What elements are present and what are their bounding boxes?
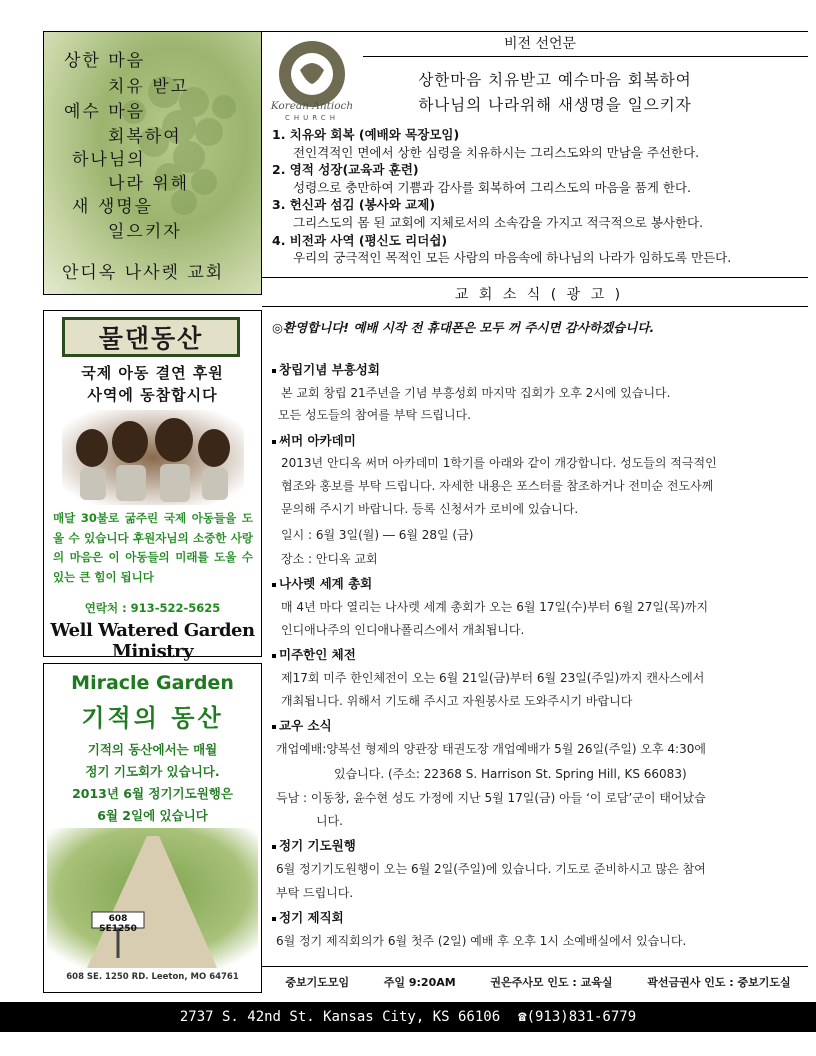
logo-sub: CHURCH [285, 114, 339, 122]
welcome-message: ◎환영합니다! 예배 시작 전 휴대폰은 모두 꺼 주시면 감사하겠습니다. [272, 320, 655, 335]
news-line: 6월 정기기도원행이 오는 6월 2일(주일)에 있습니다. 기도로 준비하시고 많은 참여 [276, 862, 706, 876]
bullet-icon [272, 583, 276, 587]
section-heading-members: 교우 소식 [272, 716, 332, 734]
news-line: 니다. [316, 814, 343, 828]
motto-line: 일으키자 [108, 222, 182, 242]
section-heading-academy: 써머 아카데미 [272, 431, 356, 449]
vision-point-desc: 성령으로 충만하여 기쁨과 감사를 회복하여 그리스도의 마음을 품게 한다. [293, 179, 692, 195]
ad2-line: 2013년 6월 정기기도원행은 [72, 786, 233, 801]
motto-line: 하나님의 [72, 150, 146, 170]
news-line: 부탁 드립니다. [276, 886, 354, 900]
ad2-title-ko: 기적의 동산 [81, 704, 224, 732]
section-heading-revival: 창립기념 부흥성회 [272, 360, 380, 378]
news-line: 문의해 주시기 바랍니다. 등록 신청서가 로비에 있습니다. [281, 502, 579, 516]
vision-point-title: 1. 치유와 회복 (예배와 목장모임) [272, 127, 460, 142]
footer-phone: ☎(913)831-6779 [518, 1009, 637, 1025]
road-sign: 608 SE1250 [99, 914, 137, 934]
news-line: 개업예배:양복선 형제의 양관장 태권도장 개업예배가 5월 26일(주일) 오후 4:30에 [276, 742, 706, 756]
footer-bar [0, 1002, 816, 1032]
vision-point-desc: 전인격적인 면에서 상한 심령을 치유하시는 그리스도와의 만남을 주선한다. [293, 144, 700, 160]
bottom-item: 주일 9:20AM [383, 976, 456, 989]
vision-statement-line: 상한마음 치유받고 예수마음 회복하여 [418, 71, 692, 89]
news-line: 개최됩니다. 위해서 기도해 주시고 자원봉사로 도와주시기 바랍니다 [281, 694, 633, 708]
title-rule [363, 56, 808, 57]
vision-title: 비전 선언문 [503, 36, 577, 52]
news-title: 교 회 소 식 ( 광 고 ) [454, 287, 624, 303]
news-bottom-rule [262, 306, 808, 307]
motto-line: 치유 받고 [108, 77, 190, 97]
motto-line: 새 생명을 [72, 197, 154, 217]
vision-point-title: 4. 비전과 사역 (평신도 리더쉽) [272, 232, 448, 248]
motto-line: 상한 마음 [64, 51, 146, 71]
ad2-line: 6월 2일에 있습니다 [97, 808, 208, 823]
ad1-headline: 국제 아동 결연 후원 [81, 364, 224, 382]
section-heading-prayer: 정기 기도원행 [272, 836, 356, 854]
ad2-title-en: Miracle Garden [71, 672, 234, 694]
vision-points [272, 126, 792, 267]
news-line: 득남 : 이동창, 윤수현 성도 가정에 지난 5월 17일(금) 아들 ‘이 로담’군이 태어났습 [276, 791, 706, 805]
bullet-icon [272, 725, 276, 729]
bullet-icon [272, 917, 276, 921]
motto-line: 나라 위해 [108, 174, 190, 194]
ad1-ministry-name: Well Watered Garden Ministry [50, 620, 255, 662]
news-line: 제17회 미주 한인체전이 오는 6월 21일(금)부터 6월 23일(주일)까지 캔사스에서 [281, 671, 705, 685]
section-heading-assembly: 나사렛 세계 총회 [272, 574, 372, 592]
motto-panel [43, 31, 262, 295]
ad1-headline: 사역에 동참합시다 [87, 386, 218, 404]
motto-line: 예수 마음 [64, 102, 146, 122]
section-heading-festival: 미주한인 체전 [272, 645, 356, 663]
bullet-icon [272, 845, 276, 849]
news-line: 6월 정기 제직회의가 6월 첫주 (2일) 예배 후 오후 1시 소예배실에서 있습니다. [276, 934, 687, 948]
news-line: 있습니다. (주소: 22368 S. Harrison St. Spring Hill, KS 66083) [334, 767, 687, 781]
bottom-rule [262, 966, 808, 967]
country-road-photo [47, 828, 258, 968]
news-line: 본 교회 창립 21주년을 기념 부흥성회 마지막 집회가 오후 2시에 있습니다. [281, 386, 671, 400]
top-rule [262, 31, 808, 32]
news-line: 일시 : 6월 3일(월) ― 6월 28일 (금) [281, 528, 474, 542]
vision-statement [375, 68, 735, 118]
prayer-meeting-row [268, 970, 808, 994]
bullet-icon [272, 654, 276, 658]
bullet-icon [272, 440, 276, 444]
news-line: 인디애나주의 인디애나폴리스에서 개최됩니다. [281, 623, 525, 637]
news-line: 모든 성도들의 참여를 부탁 드립니다. [278, 408, 471, 422]
news-top-rule [262, 277, 808, 278]
bullet-icon [272, 369, 276, 373]
vision-point-title: 2. 영적 성장(교육과 훈련) [272, 162, 419, 178]
ad1-banner: 물댄동산 [62, 317, 240, 357]
church-logo [267, 38, 357, 124]
ad1-body: 매달 30불로 굶주린 국제 아동들을 도울 수 있습니다 후원자님의 소중한 사랑의 마음은 이 아동들의 미래를 도울 수 있는 큰 힘이 됩니다 [53, 511, 253, 584]
footer-address: 2737 S. 42nd St. Kansas City, KS 66106 [179, 1009, 501, 1025]
bottom-item: 중보기도모임 [285, 976, 350, 989]
ad2-line: 정기 기도회가 있습니다. [85, 764, 220, 779]
news-line: 장소 : 안디옥 교회 [281, 552, 378, 566]
vision-point-desc: 그리스도의 몸 된 교회에 지체로서의 소속감을 가지고 적극적으로 봉사한다. [293, 214, 704, 230]
section-heading-council: 정기 제직회 [272, 908, 344, 926]
vision-statement-line: 하나님의 나라위해 새생명을 일으키자 [418, 96, 692, 114]
motto-line: 회복하여 [108, 127, 182, 147]
vision-point-desc: 우리의 궁극적인 목적인 모든 사람의 마음속에 하나님의 나라가 임하도록 만든다. [293, 250, 732, 266]
motto-church-name: 안디옥 나사렛 교회 [62, 263, 225, 283]
bottom-item: 권은주사모 인도 : 교육실 [490, 976, 613, 989]
logo-name: Korean Antioch [270, 100, 354, 112]
children-praying-photo [62, 410, 244, 505]
news-line: 협조와 홍보를 부탁 드립니다. 자세한 내용은 포스터를 참조하거나 전미순 전도사께 [281, 479, 714, 493]
news-line: 매 4년 마다 열리는 나사렛 세계 총회가 오는 6월 17일(수)부터 6월 27일(목)까지 [281, 600, 709, 614]
vision-point-title: 3. 헌신과 섬김 (봉사와 교제) [272, 197, 436, 213]
news-line: 2013년 안디옥 써머 아카데미 1학기를 아래와 같이 개강합니다. 성도들의 적극적인 [281, 456, 717, 470]
ad2-address: 608 SE. 1250 RD. Leeton, MO 64761 [66, 972, 239, 982]
ad2-line: 기적의 동산에서는 매월 [87, 742, 218, 757]
bottom-item: 곽선금권사 인도 : 중보기도실 [647, 976, 791, 989]
ad1-contact: 연락처 : 913-522-5625 [84, 601, 221, 615]
